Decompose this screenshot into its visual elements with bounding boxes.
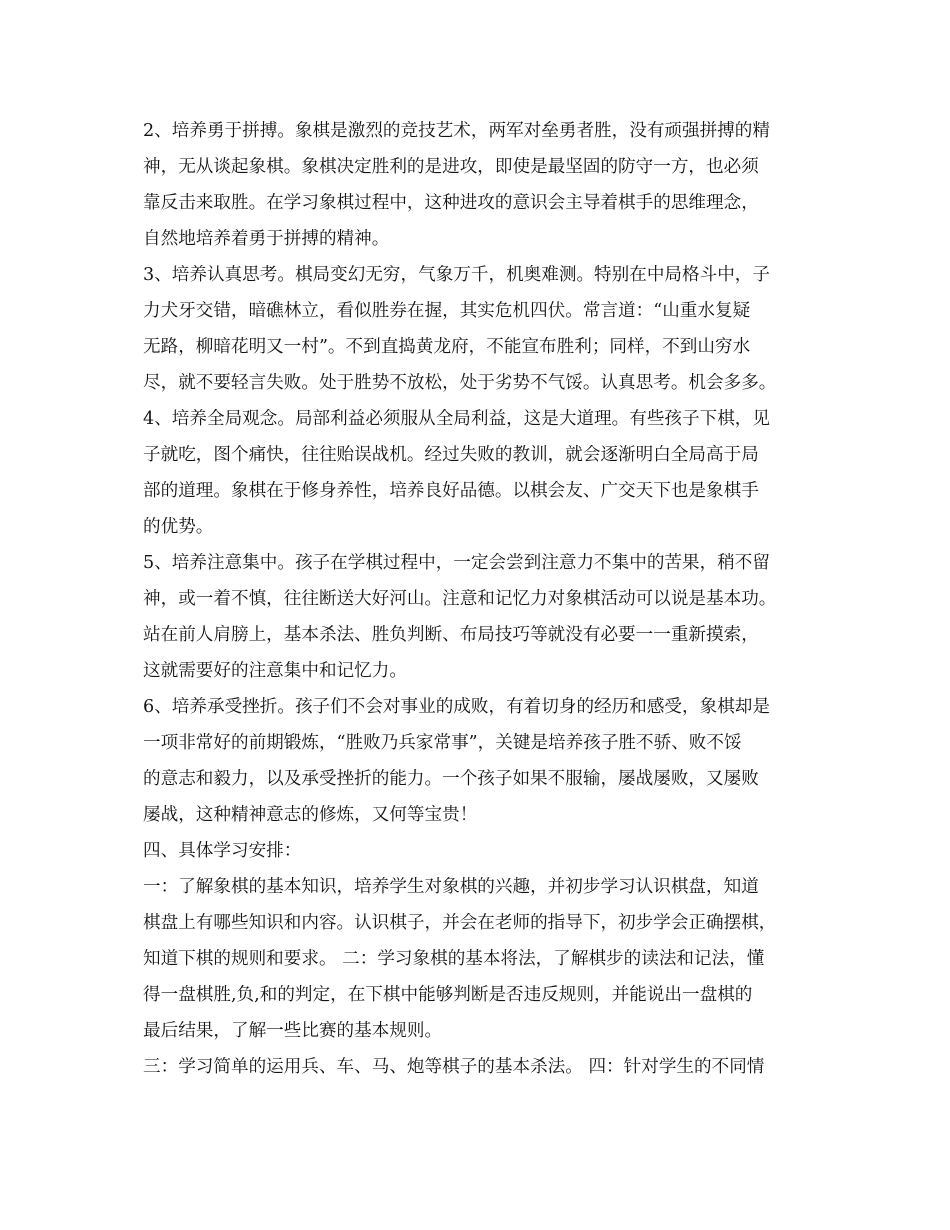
text-line: 2、培养勇于拼搏。象棋是激烈的竞技艺术，两军对垒勇者胜，没有顽强拼搏的精 <box>143 121 770 141</box>
text-line: 5、培养注意集中。孩子在学棋过程中，一定会尝到注意力不集中的苦果，稍不留 <box>143 553 770 573</box>
section-heading: 四、具体学习安排： <box>143 841 302 861</box>
text-line: 的优势。 <box>143 517 214 537</box>
text-line: 靠反击来取胜。在学习象棋过程中，这种进攻的意识会主导着棋手的思维理念， <box>143 193 759 213</box>
text-line: 力犬牙交错，暗礁林立，看似胜券在握，其实危机四伏。常言道：“山重水复疑 <box>143 301 751 321</box>
text-line: 一项非常好的前期锻炼，“胜败乃兵家常事”，关键是培养孩子胜不骄、败不馁 <box>143 733 742 753</box>
text-line: 4、培养全局观念。局部利益必须服从全局利益，这是大道理。有些孩子下棋，见 <box>143 409 770 429</box>
text-line: 自然地培养着勇于拼搏的精神。 <box>143 229 390 249</box>
text-line: 知道下棋的规则和要求。 二：学习象棋的基本将法，了解棋步的读法和记法，懂 <box>143 949 765 969</box>
text-line: 一：了解象棋的基本知识，培养学生对象棋的兴趣，并初步学习认识棋盘，知道 <box>143 877 759 897</box>
text-line: 子就吃，图个痛快，往往贻误战机。经过失败的教训，就会逐渐明白全局高于局 <box>143 445 759 465</box>
text-line: 尽，就不要轻言失败。处于胜势不放松，处于劣势不气馁。认真思考。机会多多。 <box>143 373 777 393</box>
text-line: 这就需要好的注意集中和记忆力。 <box>143 661 407 681</box>
text-line: 三：学习简单的运用兵、车、马、炮等棋子的基本杀法。 四：针对学生的不同情 <box>143 1057 765 1077</box>
text-line: 3、培养认真思考。棋局变幻无穷，气象万千，机奥难测。特别在中局格斗中，子 <box>143 265 770 285</box>
text-line: 得一盘棋胜,负,和的判定，在下棋中能够判断是否违反规则，并能说出一盘棋的 <box>143 985 753 1005</box>
text-line: 站在前人肩膀上，基本杀法、胜负判断、布局技巧等就没有必要一一重新摸索， <box>143 625 759 645</box>
text-line: 棋盘上有哪些知识和内容。认识棋子，并会在老师的指导下，初步学会正确摆棋， <box>143 913 777 933</box>
text-line: 部的道理。象棋在于修身养性，培养良好品德。以棋会友、广交天下也是象棋手 <box>143 481 759 501</box>
text-line: 最后结果，了解一些比赛的基本规则。 <box>143 1021 443 1041</box>
text-line: 屡战，这种精神意志的修炼，又何等宝贵！ <box>143 805 478 825</box>
text-line: 6、培养承受挫折。孩子们不会对事业的成败，有着切身的经历和感受，象棋却是 <box>143 697 770 717</box>
document-body <box>143 113 813 1085</box>
text-line: 的意志和毅力，以及承受挫折的能力。一个孩子如果不服输，屡战屡败，又屡败 <box>143 769 759 789</box>
text-line: 无路，柳暗花明又一村”。不到直捣黄龙府，不能宣布胜利；同样，不到山穷水 <box>143 337 751 357</box>
text-line: 神，无从谈起象棋。象棋决定胜利的是进攻，即使是最坚固的防守一方，也必须 <box>143 157 759 177</box>
text-line: 神，或一着不慎，往往断送大好河山。注意和记忆力对象棋活动可以说是基本功。 <box>143 589 777 609</box>
